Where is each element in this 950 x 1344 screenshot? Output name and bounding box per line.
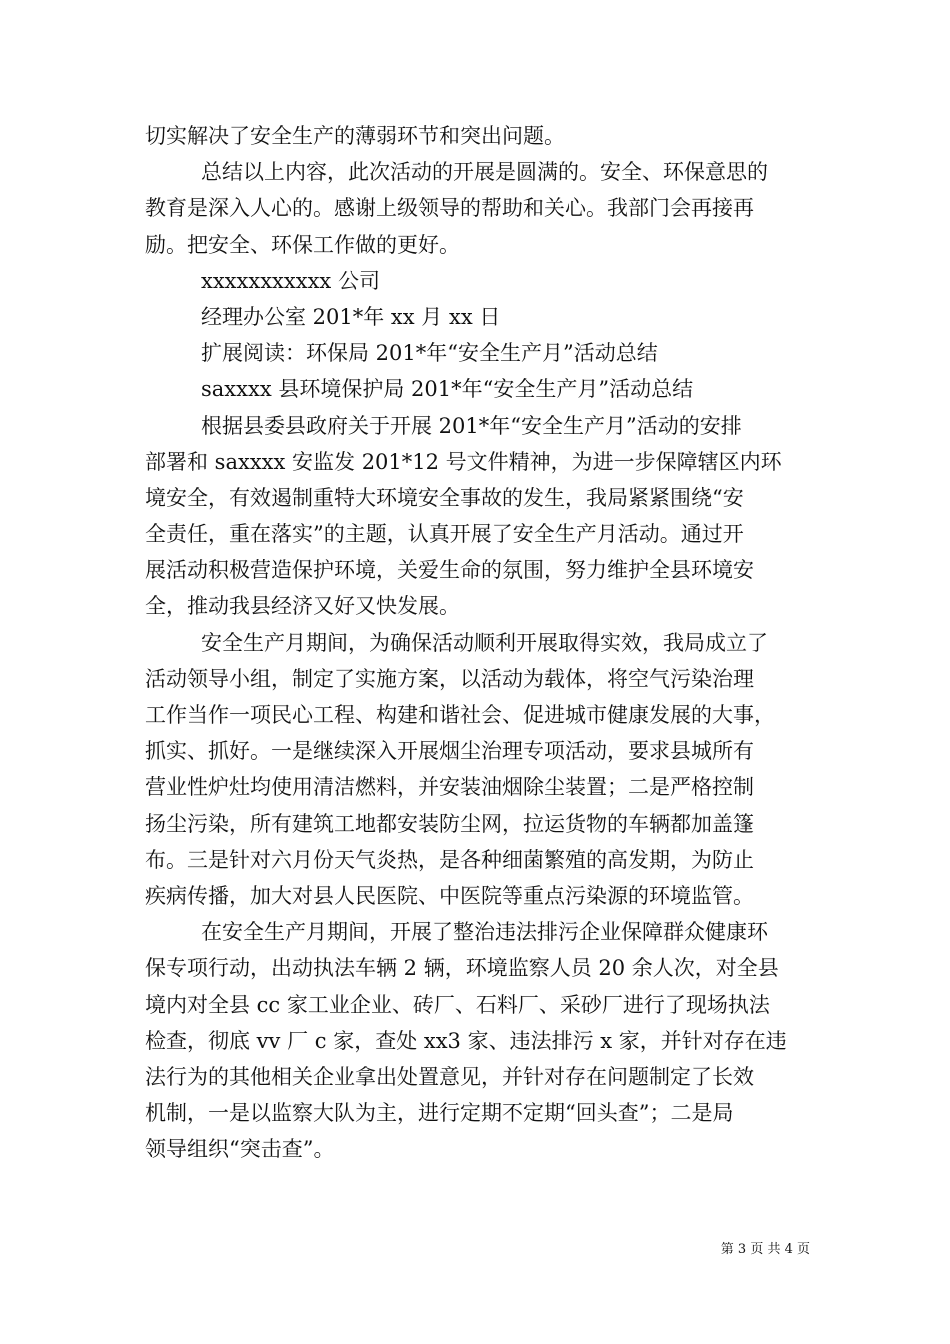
text-line: 总结以上内容，此次活动的开展是圆满的。安全、环保意思的 [201,160,768,185]
text-line: 全，推动我县经济又好又快发展。 [145,594,460,619]
page-number: 第 3 页 共 4 页 [720,1242,810,1257]
text-line: 工作当作一项民心工程、构建和谐社会、促进城市健康发展的大事， [145,703,775,727]
text-line: 展活动积极营造保护环境，关爱生命的氛围，努力维护全县环境安 [145,558,754,583]
text-line: 领导组织“突击查”。 [145,1137,335,1162]
text-line: 法行为的其他相关企业拿出处置意见，并针对存在问题制定了长效 [145,1064,754,1089]
text-line: 境安全，有效遏制重特大环境安全事故的发生，我局紧紧围绕“安 [145,485,744,510]
text-line: 抓实、抓好。一是继续深入开展烟尘治理专项活动，要求县城所有 [145,739,754,764]
extended-reading-line: 扩展阅读：环保局 201*年“安全生产月”活动总结 [201,341,658,366]
text-line: 营业性炉灶均使用清洁燃料，并安装油烟除尘装置；二是严格控制 [145,775,754,800]
date-line: 经理办公室 201*年 xx 月 xx 日 [201,304,501,329]
text-line: 安全生产月期间，为确保活动顺利开展取得实效，我局成立了 [201,630,768,655]
text-line: 机制，一是以监察大队为主，进行定期不定期“回头查”；二是局 [145,1101,734,1126]
document-body [145,118,810,1167]
text-line: 在安全生产月期间，开展了整治违法排污企业保障群众健康环 [201,920,768,945]
text-line: 活动领导小组，制定了实施方案，以活动为载体，将空气污染治理 [145,666,754,691]
text-line: 励。把安全、环保工作做的更好。 [145,232,460,257]
text-line: 扬尘污染，所有建筑工地都安装防尘网，拉运货物的车辆都加盖篷 [145,811,754,836]
text-line: 疾病传播，加大对县人民医院、中医院等重点污染源的环境监管。 [145,883,754,908]
text-line: 布。三是针对六月份天气炎热，是各种细菌繁殖的高发期，为防止 [145,847,754,872]
text-line: 境内对全县 cc 家工业企业、砖厂、石料厂、采砂厂进行了现场执法 [145,992,770,1017]
text-line: 部署和 saxxxx 安监发 201*12 号文件精神，为进一步保障辖区内环 [145,449,782,474]
text-line: 保专项行动，出动执法车辆 2 辆，环境监察人员 20 余人次，对全县 [145,956,779,981]
text-line: 教育是深入人心的。感谢上级领导的帮助和关心。我部门会再接再 [145,196,754,221]
section-title-line: saxxxx 县环境保护局 201*年“安全生产月”活动总结 [201,377,694,402]
text-line: 检查，彻底 vv 厂 c 家，查处 xx3 家、违法排污 x 家，并针对存在违 [145,1028,787,1053]
text-line: 切实解决了安全生产的薄弱环节和突出问题。 [145,124,565,148]
company-line: xxxxxxxxxxx 公司 [201,268,380,293]
text-line: 根据县委县政府关于开展 201*年“安全生产月”活动的安排 [201,413,742,438]
text-line: 全责任，重在落实”的主题，认真开展了安全生产月活动。通过开 [145,522,744,547]
